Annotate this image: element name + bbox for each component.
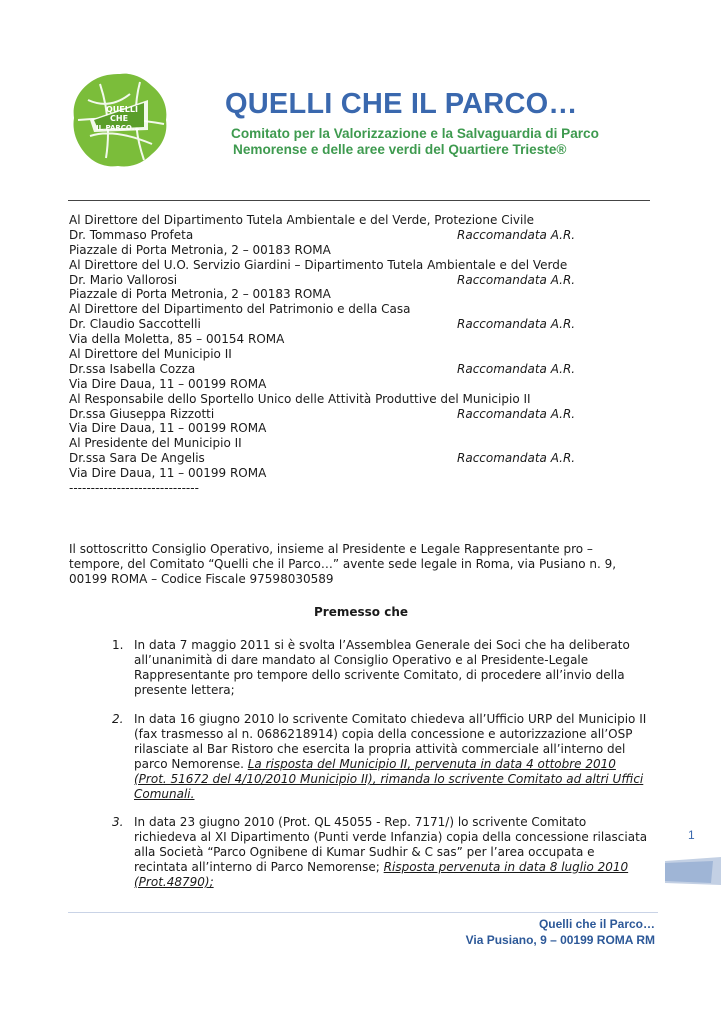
addressee-text: Al Responsabile dello Sportello Unico delle Attività Produttive del Municipio II: [69, 391, 531, 406]
addressee-line: [69, 392, 649, 407]
addressee-text: Via della Moletta, 85 – 00154 ROMA: [69, 332, 285, 347]
list-text-emphasis: La risposta del Municipio II, pervenuta in data 4 ottobre 2010 (Prot. 51672 del 4/10/2010 Municipio II), rimanda lo scrivente Comitato ad altri Uffici Comunali.: [134, 757, 644, 801]
addressee-line: [69, 332, 649, 347]
addressee-text: Dr.ssa Sara De Angelis: [69, 451, 205, 466]
addressee-text: Via Dire Daua, 11 – 00199 ROMA: [69, 466, 267, 481]
logo-text-3: IL PARCO...: [96, 124, 140, 132]
page-number: 1: [688, 828, 695, 842]
committee-logo: [70, 70, 170, 170]
subtitle-line-2: Nemorense e delle aree verdi del Quartiere Trieste®: [233, 142, 567, 157]
addressee-text: Piazzale di Porta Metronia, 2 – 00183 ROMA: [69, 287, 331, 302]
addressee-text: Al Direttore del Dipartimento del Patrimonio e della Casa: [69, 302, 411, 317]
addressee-text: Piazzale di Porta Metronia, 2 – 00183 ROMA: [69, 242, 331, 257]
intro-paragraph: Il sottoscritto Consiglio Operativo, insieme al Presidente e Legale Rappresentante pro – tempore, del Comitato “Quelli che il Parco…” avente sede legale in Roma, via Pusiano n. 9, 00199 ROMA – Codice Fiscale 97598030589: [69, 542, 617, 586]
addressee-block: [69, 213, 649, 496]
addressee-line: [69, 213, 649, 228]
premesso-heading: Premesso che: [314, 605, 408, 619]
addressee-line: [69, 243, 649, 258]
header-divider: [68, 200, 650, 201]
addressee-text: Al Direttore del Dipartimento Tutela Ambientale e del Verde, Protezione Civile: [69, 213, 535, 227]
addressee-line: [69, 302, 649, 317]
addressee-line: [69, 451, 649, 466]
addressee-line: [69, 481, 649, 496]
addressee-text: Dr.ssa Giuseppa Rizzotti: [69, 406, 215, 421]
registered-mail-note: Raccomandata A.R.: [457, 227, 576, 242]
logo-text-2: CHE: [110, 114, 129, 123]
addressee-text: Al Direttore del Municipio II: [69, 347, 232, 362]
addressee-text: Dr. Mario Vallorosi: [69, 272, 178, 287]
subtitle-line-1: Comitato per la Valorizzazione e la Salvaguardia di Parco: [231, 126, 599, 141]
registered-mail-note: Raccomandata A.R.: [457, 361, 576, 376]
addressee-text: Al Direttore del U.O. Servizio Giardini – Dipartimento Tutela Ambientale e del Verde: [69, 257, 568, 272]
addressee-line: [69, 347, 649, 362]
addressee-text: Via Dire Daua, 11 – 00199 ROMA: [69, 421, 267, 436]
registered-mail-note: Raccomandata A.R.: [457, 406, 576, 421]
addressee-line: [69, 317, 649, 332]
list-number: 1.: [112, 638, 124, 652]
list-number: 3.: [112, 815, 124, 829]
addressee-text: Al Presidente del Municipio II: [69, 436, 242, 451]
addressee-text: Via Dire Daua, 11 – 00199 ROMA: [69, 376, 267, 391]
list-item-3: [112, 815, 652, 890]
footer-divider: [68, 912, 658, 913]
list-item-2: [112, 712, 652, 802]
addressee-line: [69, 421, 649, 436]
footer-line-2: Via Pusiano, 9 – 00199 ROMA RM: [465, 933, 655, 947]
addressee-line: [69, 436, 649, 451]
registered-mail-note: Raccomandata A.R.: [457, 317, 576, 332]
addressee-line: [69, 273, 649, 288]
addressee-line: [69, 466, 649, 481]
addressee-line: [69, 362, 649, 377]
footer-line-1: Quelli che il Parco…: [538, 917, 655, 931]
list-number: 2.: [112, 712, 124, 726]
list-text: In data 16 giugno 2010 lo scrivente Comitato chiedeva all’Ufficio URP del Municipio II (fax trasmesso al n. 0686218914) copia della concessione e autorizzazione all’OSP rilasciate al Bar Ristoro che esercita la propria attività commerciale all’interno del parco Nemorense.: [134, 712, 647, 771]
registered-mail-note: Raccomandata A.R.: [457, 451, 576, 466]
logo-text-1: QUELLI: [106, 105, 138, 114]
addressee-text: ------------------------------: [69, 481, 199, 496]
addressee-text: Dr. Claudio Saccottelli: [69, 317, 201, 332]
addressee-line: [69, 377, 649, 392]
page-corner-decoration: [665, 855, 721, 887]
addressee-line: [69, 287, 649, 302]
document-title: QUELLI CHE IL PARCO…: [225, 88, 578, 120]
list-text: In data 7 maggio 2011 si è svolta l’Assemblea Generale dei Soci che ha deliberato all’unanimità di dare mandato al Consiglio Operativo e al Presidente-Legale Rappresentante pro tempore dello scrivente Comitato, di procedere all’invio della presente lettera;: [134, 638, 630, 697]
addressee-text: Dr.ssa Isabella Cozza: [69, 361, 196, 376]
addressee-line: [69, 258, 649, 273]
list-item-1: [112, 638, 652, 698]
list-text: In data 23 giugno 2010 (Prot. QL 45055 - Rep. 7171/) lo scrivente Comitato richiedeva al XI Dipartimento (Punti verde Infanzia) copia della concessione rilasciata alla Società “Parco Ognibene di Kumar Sudhir & C sas” per l’area occupata e recintata all’interno di Parco Nemorense;: [134, 815, 648, 874]
addressee-line: [69, 228, 649, 243]
addressee-text: Dr. Tommaso Profeta: [69, 227, 194, 242]
addressee-line: [69, 407, 649, 422]
registered-mail-note: Raccomandata A.R.: [457, 272, 576, 287]
list-text-emphasis: Risposta pervenuta in data 8 luglio 2010 (Prot.48790);: [134, 860, 629, 889]
